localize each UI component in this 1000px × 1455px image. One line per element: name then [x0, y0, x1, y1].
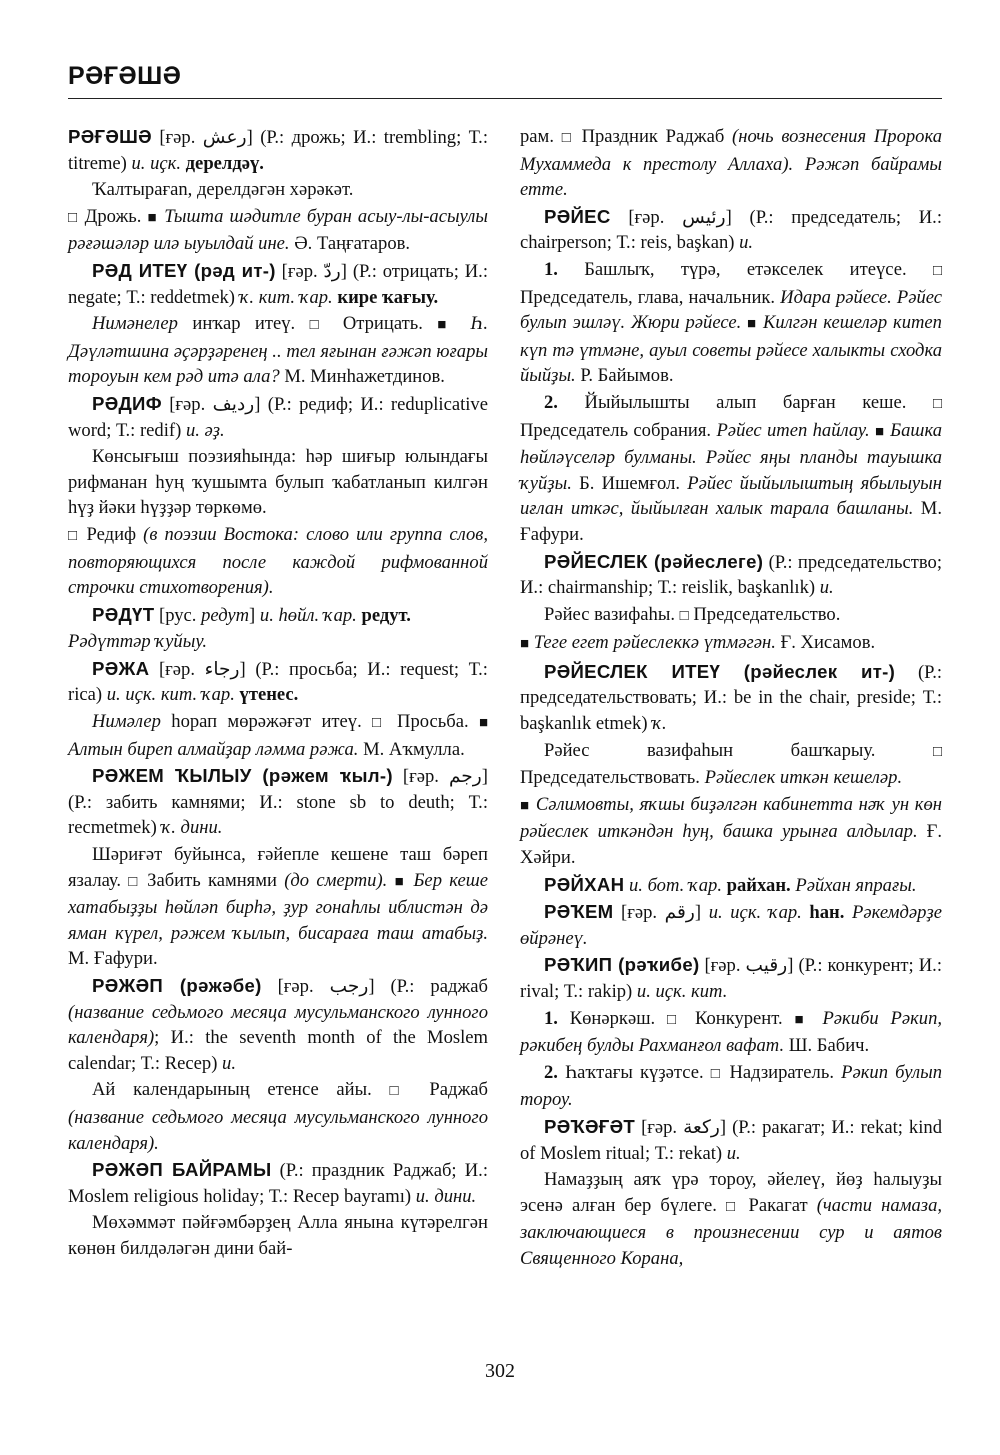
grammar-label: и. әҙ. — [185, 419, 225, 441]
grammar-label: и. бот. ҡар. — [628, 874, 722, 896]
translations: (Р.: праздник Раджаб; И.: Moslem religious holiday; Т.: Recep bayramı) — [68, 1160, 488, 1207]
synonym: дерелдәү. — [185, 152, 264, 174]
grammar-label: и. — [739, 232, 754, 254]
russian-marker-icon: □ — [666, 1011, 684, 1028]
russian-marker-icon: □ — [710, 1065, 723, 1082]
arabic-script: رديف — [212, 393, 255, 415]
arabic-script: رجم — [448, 766, 482, 788]
sense-2 — [520, 1060, 942, 1113]
example: Рәйес итеп һайлау. — [716, 419, 870, 441]
right-column — [520, 124, 942, 1272]
example: Һ. Дәүләтшина әҫәрҙәренең .. тел яғынан ғәжәп юғары тороуын кем рәд итә ала? — [68, 313, 488, 388]
russian-marker-icon: □ — [726, 1198, 740, 1215]
grammar-label: и. иҫк. ҡар. — [708, 902, 802, 924]
russian-marker-icon: □ — [932, 743, 942, 760]
grammar-label: и. дини. — [415, 1185, 477, 1207]
definition — [68, 311, 488, 390]
translations: ] (Р.: раджаб — [368, 976, 488, 997]
translations: ; И.: the seventh month of the Moslem calendar; Т.: Recep) — [68, 1027, 488, 1074]
definition-text: Рәйес вазифаһы. — [544, 603, 680, 625]
arabic-script: رئيس — [682, 206, 726, 228]
grammar-label: и. иҫк. кит. ҡар. — [106, 684, 235, 706]
definition-italic: Нимәлер — [92, 711, 161, 733]
example: Алтын биреп алмайҙар ләмма рәжа. — [68, 738, 359, 760]
etymology: [ғәр. — [161, 393, 213, 415]
russian-marker-icon: □ — [372, 715, 387, 732]
russian-equivalent: Конкурент. — [683, 1007, 795, 1029]
definition-ru — [68, 204, 488, 257]
entry-rayeslek — [520, 549, 942, 601]
example-author: Ғ. Хисамов. — [775, 632, 876, 654]
example-line — [520, 792, 942, 871]
example: Рәкип булып тороу. — [520, 1061, 943, 1111]
definition — [520, 1167, 942, 1271]
translations: ] (Р.: конкурент; И.: rival; Т.: rakip) — [520, 955, 942, 1002]
example: Рәкиби Рәкип, рәкибең булды Рахманғол вафат. — [520, 1007, 943, 1057]
example: Рәйес йыйылыштың ябылыуын иғлан иткәс, йыйылған халык тарала башланы. — [520, 472, 942, 520]
russian-equivalent: Председатель собрания. — [520, 419, 717, 441]
russian-marker-icon: □ — [128, 873, 140, 890]
russian-equivalent: Председатель, глава, начальник. — [520, 286, 781, 308]
russian-equivalent: Дрожь. — [78, 205, 148, 227]
page-number: 302 — [485, 1360, 515, 1382]
russian-marker-icon: □ — [389, 1083, 412, 1100]
etymology: [ғәр. — [151, 127, 203, 148]
headword: РӘЙЕСЛЕК (рәйеслеге) — [544, 550, 764, 572]
definition-text: Ҡалтырағаn, дерелдәгән хәрәкәт. — [92, 179, 354, 201]
definition — [68, 1210, 488, 1261]
headword: РӘҠӘҒӘТ — [544, 1115, 636, 1137]
sense-number: 2. — [544, 391, 558, 413]
etymology: [ғәр. — [635, 1116, 684, 1138]
example-marker-icon: ■ — [794, 1011, 811, 1028]
definition-continued — [520, 124, 942, 203]
etymology: [ғәр. — [699, 955, 746, 977]
example: Килгән кешеләр китеп күп тә үтмәне, ауыл советы рәйесе халыкты сходка йыйҙы. — [520, 312, 942, 387]
definition-text: Ай календарының етенсе айы. — [92, 1079, 390, 1101]
arabic-script: رعش — [202, 127, 247, 148]
arabic-script: ردّ — [323, 260, 341, 282]
grammar-label: и. — [222, 1052, 236, 1074]
running-head: РӘҒӘШӘ — [68, 62, 182, 90]
definition-text: Көнсығыш поэзияһында: һәр шиғыр юлындағы рифманан һуң ҡушымта булып ҡабатланып килгән һүҙ йәки һүҙҙәр төркөмө. — [68, 446, 488, 519]
russian-equivalent: Отрицать. — [328, 313, 438, 335]
example-marker-icon: ■ — [747, 316, 758, 333]
definition-text: Йыйылышты алып барған кеше. — [557, 391, 933, 413]
grammar-label: ҡ. кит. ҡар. — [239, 286, 333, 308]
example: Теге егет рәйеслеккә үтмәгән. — [533, 632, 776, 654]
definition-italic: Нимәнелер — [92, 313, 178, 335]
entry-rayes — [520, 204, 942, 256]
arabic-script: رجاء — [204, 658, 240, 680]
example-line — [520, 630, 942, 658]
russian-equivalent: Надзиратель. — [722, 1061, 834, 1083]
entry-rayhan — [520, 872, 942, 899]
bracket: ] — [694, 902, 709, 924]
entry-razha — [68, 656, 488, 708]
grammar-label: ҡ. дини. — [161, 817, 223, 839]
example-marker-icon: ■ — [520, 797, 531, 814]
headword: РӘЖӘП (рәжәбе) — [92, 975, 262, 996]
entry-rakem — [520, 899, 942, 951]
example-author: М. Аҡмулла. — [358, 738, 465, 760]
definition-text: рам. — [520, 126, 562, 147]
synonym: редут. — [361, 604, 411, 626]
russian-gloss: (ночь вознесения Пророка Мухаммеда к престолу Аллаха). — [520, 126, 942, 175]
headword: РӘДИФ — [92, 392, 162, 414]
russian-marker-icon: □ — [679, 607, 689, 624]
sense-number: 1. — [544, 1007, 558, 1029]
example-marker-icon: ■ — [394, 873, 407, 890]
synonym: кире ҡағыу. — [337, 286, 439, 308]
entry-rad-iteu — [68, 258, 488, 310]
example-author: М. Минһажетдинов. — [279, 366, 445, 388]
headword: РӘҠЕМ — [544, 901, 614, 923]
arabic-script: رقم — [664, 902, 695, 924]
sense-number: 2. — [544, 1061, 558, 1083]
synonym: үтенес. — [239, 684, 299, 706]
definition-text: Башлыҡ, түрә, етәкселек итеүсе. — [557, 258, 933, 280]
entry-rakagat — [520, 1114, 942, 1166]
definition — [68, 444, 488, 521]
definition-text: Көнәркәш. — [557, 1007, 667, 1029]
entry-radut — [68, 602, 488, 629]
definition — [68, 842, 488, 972]
example-marker-icon: ■ — [520, 636, 530, 653]
translations: (Р.: председательство; И.: chairmanship; Т.: reislik, başkanlık) — [520, 551, 942, 599]
definition-text: инҡар итеү. — [177, 313, 310, 335]
spacer — [811, 1008, 823, 1029]
example-author: Ә. Таңғатаров. — [289, 233, 411, 255]
example-marker-icon: ■ — [437, 317, 457, 334]
example-marker-icon: ■ — [147, 209, 159, 226]
headword: РӘЙЕСЛЕК ИТЕҮ (рәйеслек ит-) — [544, 660, 896, 682]
spacer — [387, 870, 394, 891]
definition-text: һорап мөрәжәғәт итеү. — [160, 711, 373, 733]
headword: РӘЙХАН — [544, 873, 625, 895]
example: Башка һөйләүселәр булманы. Рәйес яңы планды тауышка ҡуйҙы. — [520, 419, 943, 494]
definition-text: Рәйес вазифаһын башҡарыу. — [544, 739, 933, 761]
definition — [68, 709, 488, 762]
headword: РӘЙЕС — [544, 205, 611, 227]
source-word: редут — [201, 604, 250, 626]
definition — [68, 629, 488, 655]
russian-equivalent: Праздник Раджаб — [573, 126, 733, 147]
synonym: һан. — [809, 902, 845, 924]
example: Рәкемдәрҙе өйрәнеү. — [520, 902, 942, 949]
example: Рәжәп байрамы етте. — [520, 153, 942, 201]
left-column — [68, 124, 488, 1262]
bracket: ] — [249, 604, 260, 626]
definition — [520, 738, 942, 791]
headword: РӘҠИП (рәҡибе) — [544, 954, 700, 976]
sense-2 — [520, 390, 942, 548]
definition-text: Мөхәммәт пәйғәмбәрҙең Алла янына күтәрелгән көнөн билдәләгән дини бай- — [68, 1212, 488, 1259]
translations: ] (Р.: ракагат; И.: rekat; kind of Moslem ritual; Т.: rekat) — [520, 1116, 942, 1164]
spacer — [456, 313, 470, 334]
arabic-script: رجب — [329, 976, 369, 997]
etymology: [ғәр. — [610, 206, 683, 228]
etymology: [ғәр. — [392, 766, 449, 788]
example: Рәйеслек иткән кешеләр. — [704, 767, 903, 789]
grammar-label: и. һөйл. ҡар. — [259, 604, 357, 626]
headword: РӘҒӘШӘ — [68, 126, 152, 147]
example: Бер кеше хатабыҙҙы һөйләп бирһә, ҙур гонаһлы иблистән дә яман күрел, рәжем ҡылып, бисараға таш атабыҙ. — [68, 869, 488, 944]
russian-marker-icon: □ — [932, 395, 942, 412]
entry-radif — [68, 391, 488, 443]
entry-ragasha — [68, 124, 488, 176]
definition-text: Шәриғәт буйынса, ғәйепле кешене таш бәреп язалау. — [68, 844, 488, 891]
arabic-script: رقيب — [745, 955, 788, 977]
translations: ] (Р.: забить камнями; И.: stone sb to deuth; Т.: recmetmek) — [68, 766, 488, 839]
etymology: [ғәр. — [275, 260, 324, 282]
sense-1 — [520, 1006, 942, 1059]
russian-marker-icon: □ — [309, 317, 329, 334]
definition — [68, 177, 488, 203]
etymology: [рус. — [154, 604, 202, 626]
entry-razhap-bayramy — [68, 1157, 488, 1209]
russian-marker-icon: □ — [932, 262, 942, 279]
grammar-label: и. иҫк. кит. — [636, 981, 728, 1002]
entry-rakip — [520, 952, 942, 1004]
russian-gloss: (в поэзии Востока: слово или группа слов, повторяющихся после каждой рифмованной строчки стихотворения). — [68, 523, 488, 599]
example-marker-icon: ■ — [478, 715, 488, 732]
translations: (Р.: председательствовать; И.: be in the chair, preside; Т.: başkanlık etmek) — [520, 661, 943, 735]
russian-gloss: (до смерти). — [284, 869, 388, 891]
definition — [520, 602, 942, 630]
example-marker-icon: ■ — [875, 423, 885, 440]
translations: ] (Р.: редиф; И.: reduplicative word; Т.: redif) — [68, 393, 488, 441]
translations: ] (Р.: просьба; И.: request; Т.: rica) — [68, 658, 488, 706]
example: Тышта шәдитле буран асыу-лы-асыулы рәғәшәләр илә ыуылдай ине. — [68, 205, 489, 255]
russian-equivalent: Раджаб — [411, 1079, 489, 1101]
example-author: Р. Байымов. — [575, 365, 674, 387]
grammar-label: и. — [726, 1142, 741, 1164]
header-rule — [68, 98, 942, 99]
definition-text: Намаҙҙың аяҡ үрә тороу, әйелеү, йөҙ һалыуҙы эсенә алған бер бүлеге. — [520, 1169, 942, 1216]
translations: ] (Р.: дрожь; И.: trembling; Т.: titreme) — [68, 127, 488, 174]
russian-marker-icon: □ — [68, 209, 79, 226]
example: Рәдүттәр ҡуйыу. — [68, 631, 208, 653]
example-author: Ш. Бабич. — [784, 1035, 870, 1057]
entry-razhem-kylyu — [68, 763, 488, 841]
grammar-label: и. иҫк. — [131, 152, 181, 174]
definition-ru — [68, 522, 488, 601]
sense-1 — [520, 257, 942, 389]
russian-equivalent: Ракагат — [739, 1194, 817, 1216]
definition-text: Һаҡтағы күҙәтсе. — [557, 1061, 711, 1083]
etymology: [ғәр. — [261, 976, 330, 997]
russian-marker-icon: □ — [561, 130, 574, 146]
headword: РӘД ИТЕҮ (рәд ит-) — [92, 259, 276, 281]
example-author: М. Ғафури. — [520, 498, 942, 545]
headword: РӘЖА — [92, 657, 150, 679]
russian-gloss: (название седьмого месяца мусульманского лунного календаря) — [68, 1001, 488, 1049]
grammar-label: и. — [819, 577, 834, 599]
etymology: [ғәр. — [613, 902, 665, 924]
russian-gloss: (название седьмого месяца мусульманского лунного календаря). — [68, 1106, 488, 1154]
headword: РӘЖӘП БАЙРАМЫ — [92, 1159, 272, 1181]
russian-equivalent: Забить камнями — [139, 869, 285, 891]
example-author: М. Ғафури. — [68, 948, 158, 970]
example: Сәлимовты, яҡшы биҙәлгән кабинетта нәҡ ун көн рәйеслек иткәндән һуң, башка урынға алдылар. — [520, 793, 943, 843]
example-author: Б. Ишемғол. — [571, 472, 688, 494]
example: Идара рәйесе. Рәйес булып эшләү. Жюри рәйесе. — [520, 286, 942, 334]
etymology: [ғәр. — [149, 658, 205, 680]
russian-equivalent: Председательствовать. — [520, 767, 705, 789]
russian-equivalent: Редиф — [79, 523, 144, 545]
translations: ] (Р.: председатель; И.: chairperson; Т.: reis, başkan) — [520, 206, 942, 254]
entry-rayeslek-iteu — [520, 659, 942, 737]
definition — [68, 1077, 488, 1156]
headword: РӘДҮТ — [92, 603, 155, 625]
translations: ] (Р.: отрицать; И.: negate; Т.: reddetmek) — [68, 260, 488, 308]
russian-equivalent: Просьба. — [386, 711, 479, 733]
russian-gloss: (части намаза, заключающиеся в произнесении сур и аятов Священного Корана, — [520, 1194, 943, 1269]
example: Рәйхан япрағы. — [790, 874, 917, 896]
sense-number: 1. — [544, 258, 558, 280]
russian-equivalent: Председательство. — [688, 603, 841, 625]
entry-razhap — [68, 973, 488, 1076]
synonym: райхан. — [726, 874, 791, 896]
grammar-label: ҡ. — [652, 713, 667, 735]
headword: РӘЖЕМ ҠЫЛЫУ (рәжем ҡыл-) — [92, 765, 393, 787]
arabic-script: ركعة — [683, 1116, 720, 1138]
example-author: Ғ. Хәйри. — [520, 821, 942, 869]
russian-marker-icon: □ — [68, 527, 80, 544]
